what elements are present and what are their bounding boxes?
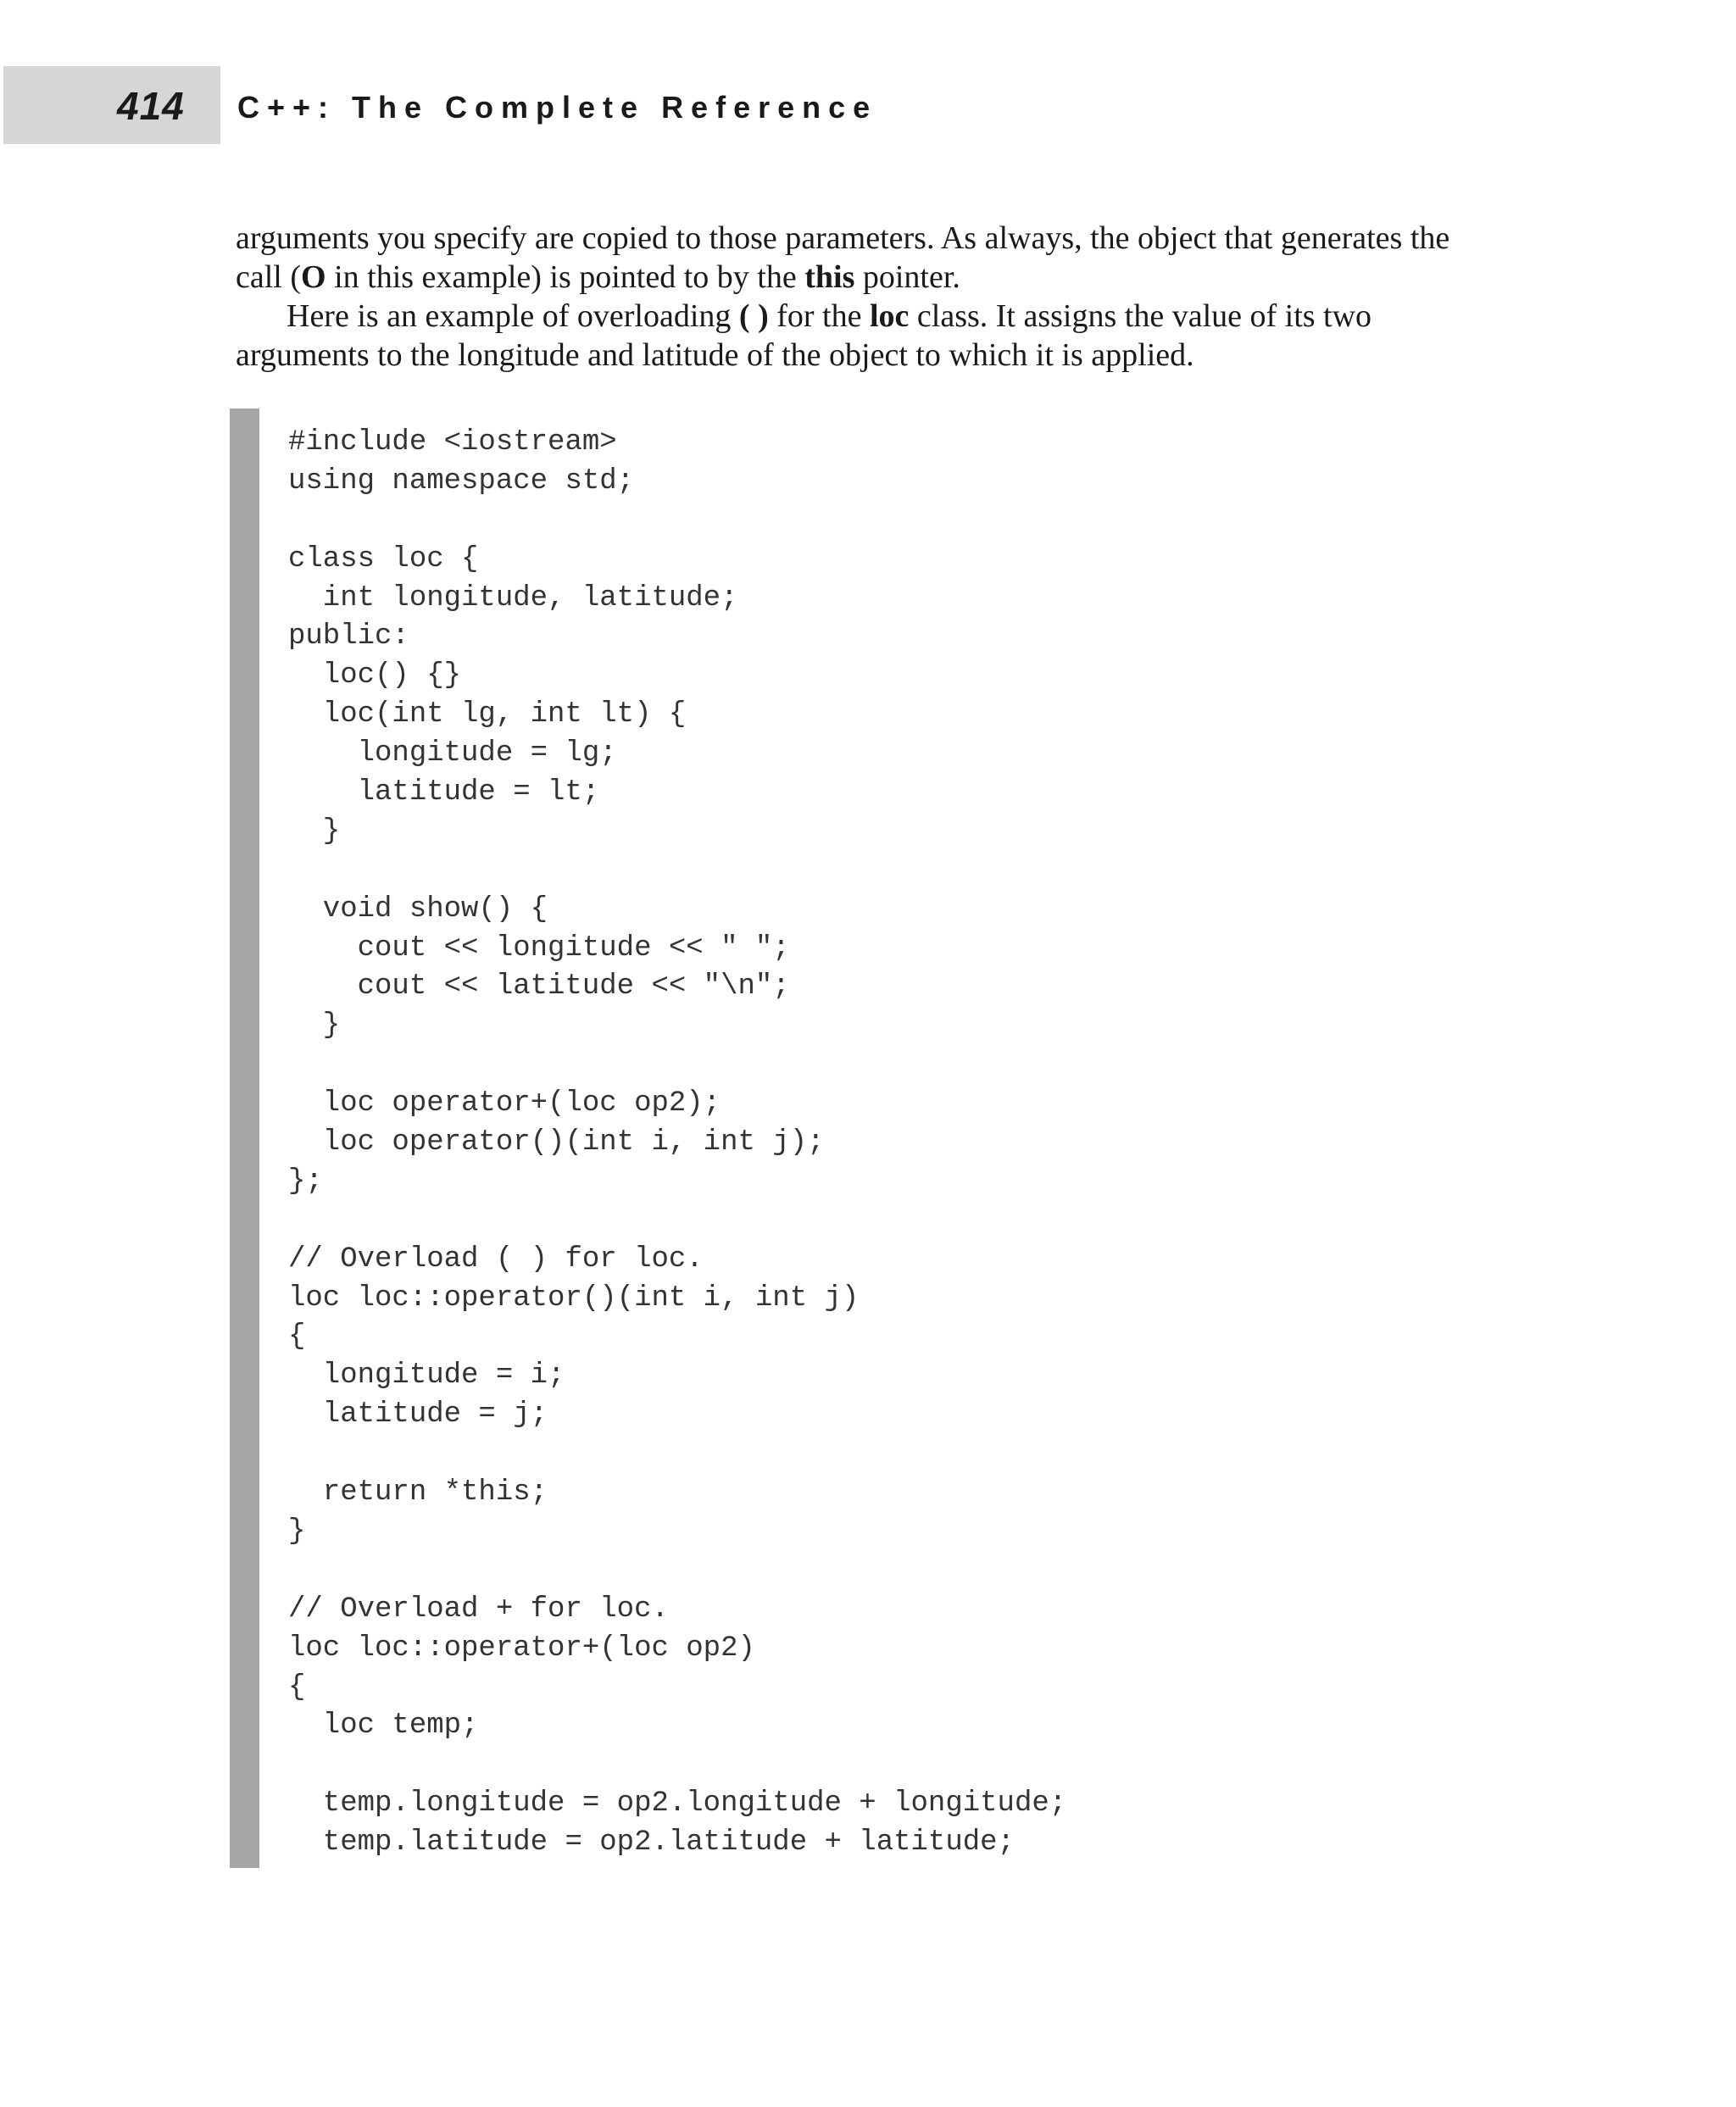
code-line: longitude = lg; [288,737,617,770]
code-line: loc(int lg, int lt) { [288,698,687,731]
paragraph-1-bold-1: O [301,259,326,295]
paragraph-1-text-1: arguments you specify are copied to those parameters. As always, the object that generates the call ( [236,220,1450,295]
code-line: latitude = j; [288,1398,548,1432]
code-line: public: [288,620,409,653]
code-line: temp.longitude = op2.longitude + longitude; [288,1787,1067,1821]
code-line: loc operator+(loc op2); [288,1087,721,1120]
body-text [236,219,1490,375]
code-line: return *this; [288,1476,548,1509]
paragraph-1-text-2: in this example) is pointed to by the [326,259,805,295]
page-number: 414 [117,84,185,128]
code-line [288,1046,1066,1085]
code-line: cout << longitude << " "; [288,931,790,965]
code-line: class loc { [288,542,479,575]
code-line [288,1435,1066,1474]
code-line: loc operator()(int i, int j); [288,1126,825,1159]
paragraph-2-bold-1: ( ) [738,298,769,334]
code-line: } [288,1515,306,1548]
code-line [288,1746,1066,1785]
code-line: } [288,1009,341,1042]
code-line: #include <iostream> [288,426,617,459]
code-line: using namespace std; [288,464,635,498]
running-title: C++: The Complete Reference [237,90,878,125]
paragraph-1 [236,219,1490,297]
code-line: cout << latitude << "\n"; [288,970,790,1003]
code-line: loc loc::operator+(loc op2) [288,1632,755,1665]
header-tab [3,66,220,144]
paragraph-2-text-1: Here is an example of overloading [287,298,739,334]
paragraph-2-text-2: for the [768,298,870,334]
paragraph-2-bold-2: loc [869,298,910,334]
code-line: int longitude, latitude; [288,581,738,614]
code-line: } [288,814,341,848]
paragraph-1-text-3: pointer. [854,259,960,295]
code-line: latitude = lt; [288,776,600,809]
code-line: { [288,1320,306,1354]
code-line [288,852,1066,891]
code-line [288,1552,1066,1591]
code-line: loc temp; [288,1710,479,1743]
code-line: }; [288,1165,323,1198]
code-line [288,502,1066,541]
code-listing-bar [230,409,259,1868]
code-line: // Overload ( ) for loc. [288,1243,704,1276]
code-line: longitude = i; [288,1359,565,1393]
code-line: loc loc::operator()(int i, int j) [288,1281,860,1315]
code-listing [288,424,1066,1863]
code-line: loc() {} [288,659,462,692]
code-line: // Overload + for loc. [288,1593,669,1626]
paragraph-2-text-3: class. It assigns the value of its two arguments to the longitude and latitude of the object to which it is applied. [236,298,1372,373]
code-line: { [288,1671,306,1704]
paragraph-2 [236,297,1490,375]
code-line: void show() { [288,892,548,926]
code-line: temp.latitude = op2.latitude + latitude; [288,1826,1015,1860]
code-line [288,1202,1066,1241]
paragraph-1-bold-2: this [804,259,855,295]
